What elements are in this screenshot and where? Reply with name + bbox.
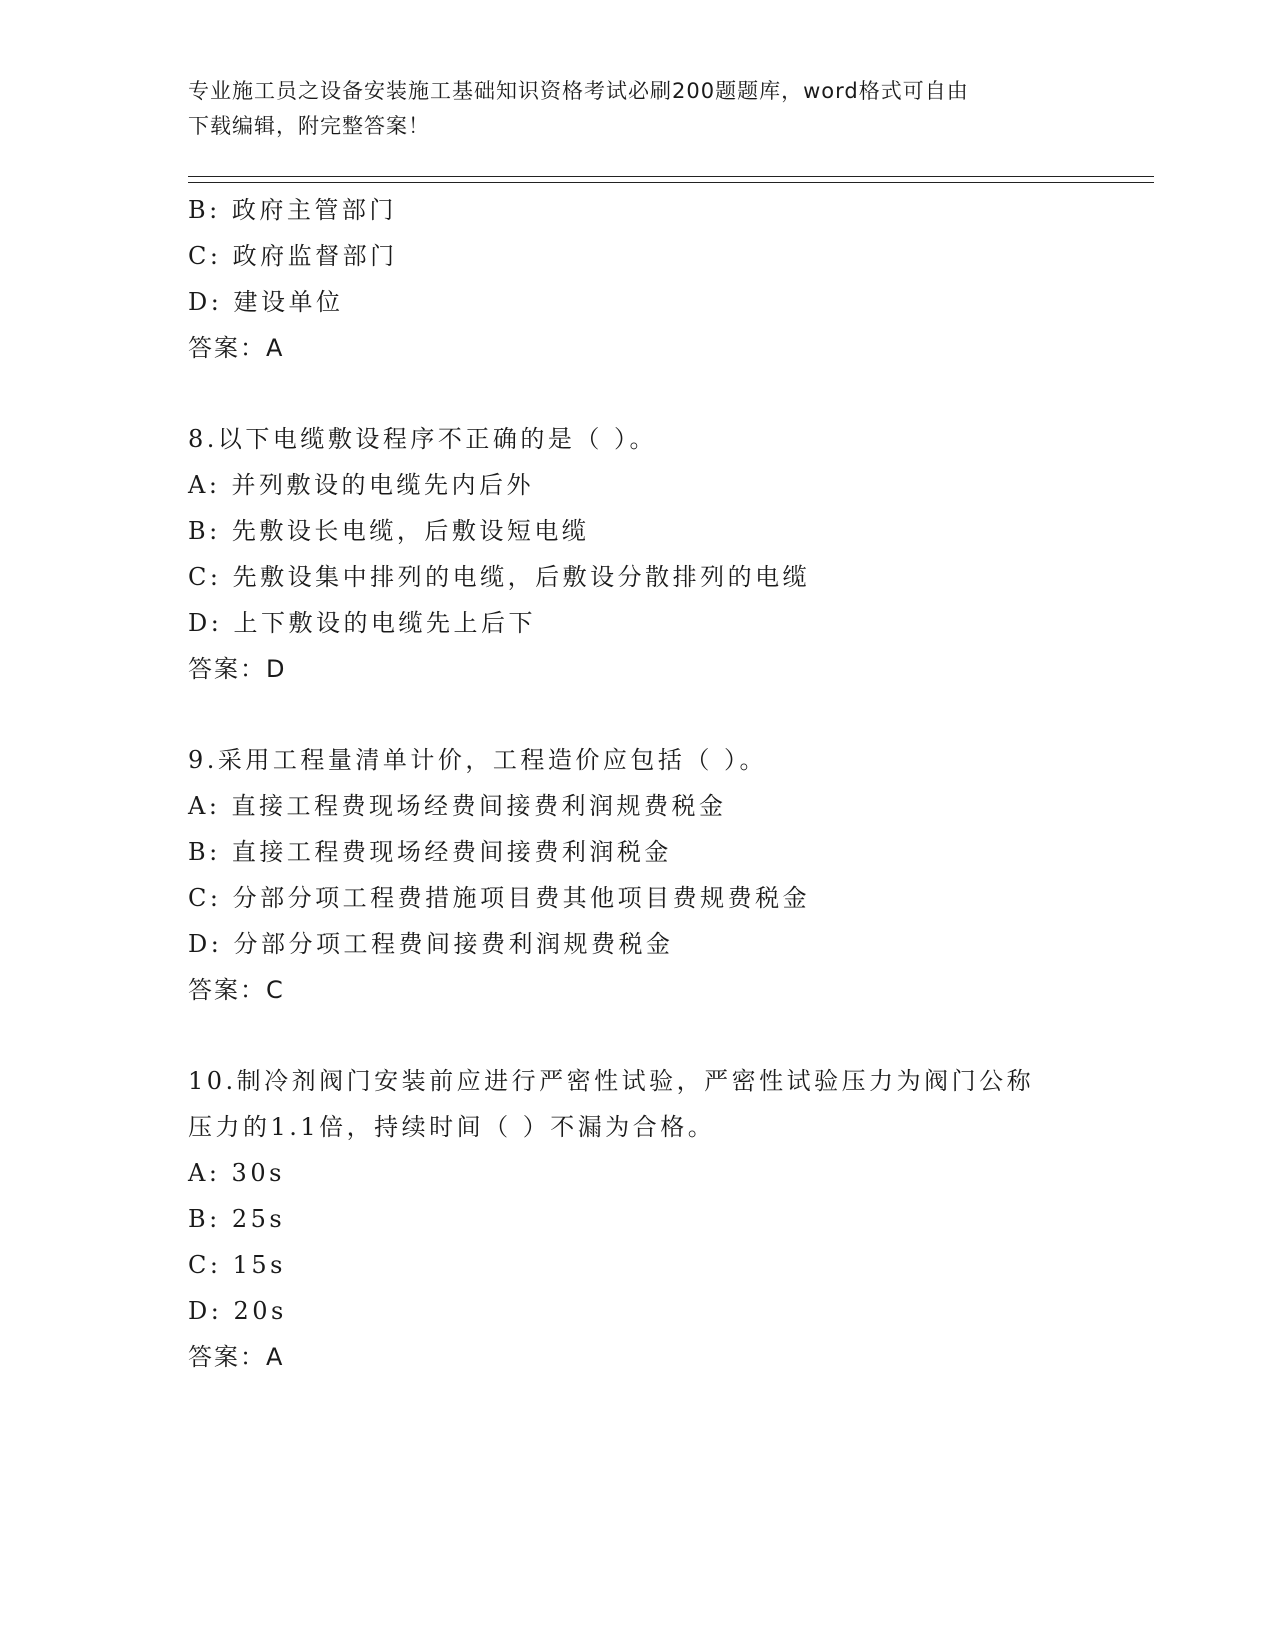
option-c: C: 15s [188,1251,286,1279]
option-c: C: 先敷设集中排列的电缆，后敷设分散排列的电缆 [188,563,811,591]
document-header [188,74,1068,144]
option-b: B: 直接工程费现场经费间接费利润税金 [188,838,672,866]
option-b: B: 先敷设长电缆，后敷设短电缆 [188,517,590,545]
header-line-1: 专业施工员之设备安装施工基础知识资格考试必刷200题题库，word格式可自由 [188,79,969,103]
question-text: 8.以下电缆敷设程序不正确的是（ ）。 [188,425,658,453]
option-a: A: 直接工程费现场经费间接费利润规费税金 [188,792,727,820]
answer-label: 答案：D [188,655,287,683]
header-line-2: 下载编辑，附完整答案！ [188,114,430,138]
option-d: D: 上下敷设的电缆先上后下 [188,609,536,637]
answer-label: 答案：A [188,1343,285,1371]
answer-label: 答案：A [188,334,285,362]
question-block-7 [188,187,1088,371]
answer-label: 答案：C [188,976,285,1004]
option-d: D: 建设单位 [188,288,344,316]
question-text-line-2: 压力的1.1倍，持续时间（ ）不漏为合格。 [188,1113,716,1141]
header-divider-top [188,176,1154,177]
question-block-8 [188,416,1088,692]
option-d: D: 分部分项工程费间接费利润规费税金 [188,930,674,958]
option-d: D: 20s [188,1297,287,1325]
question-block-10 [188,1058,1088,1380]
option-b: B: 政府主管部门 [188,196,397,224]
option-b: B: 25s [188,1205,286,1233]
question-content [188,187,1088,1380]
option-a: A: 30s [188,1159,285,1187]
question-text-line-1: 10.制冷剂阀门安装前应进行严密性试验，严密性试验压力为阀门公称 [188,1067,1035,1095]
question-text: 9.采用工程量清单计价，工程造价应包括（ ）。 [188,746,768,774]
option-c: C: 政府监督部门 [188,242,398,270]
spacer [188,371,1088,416]
option-a: A: 并列敷设的电缆先内后外 [188,471,535,499]
question-block-9 [188,737,1088,1013]
option-c: C: 分部分项工程费措施项目费其他项目费规费税金 [188,884,811,912]
header-divider-bottom [188,182,1154,183]
spacer [188,692,1088,737]
spacer [188,1013,1088,1058]
